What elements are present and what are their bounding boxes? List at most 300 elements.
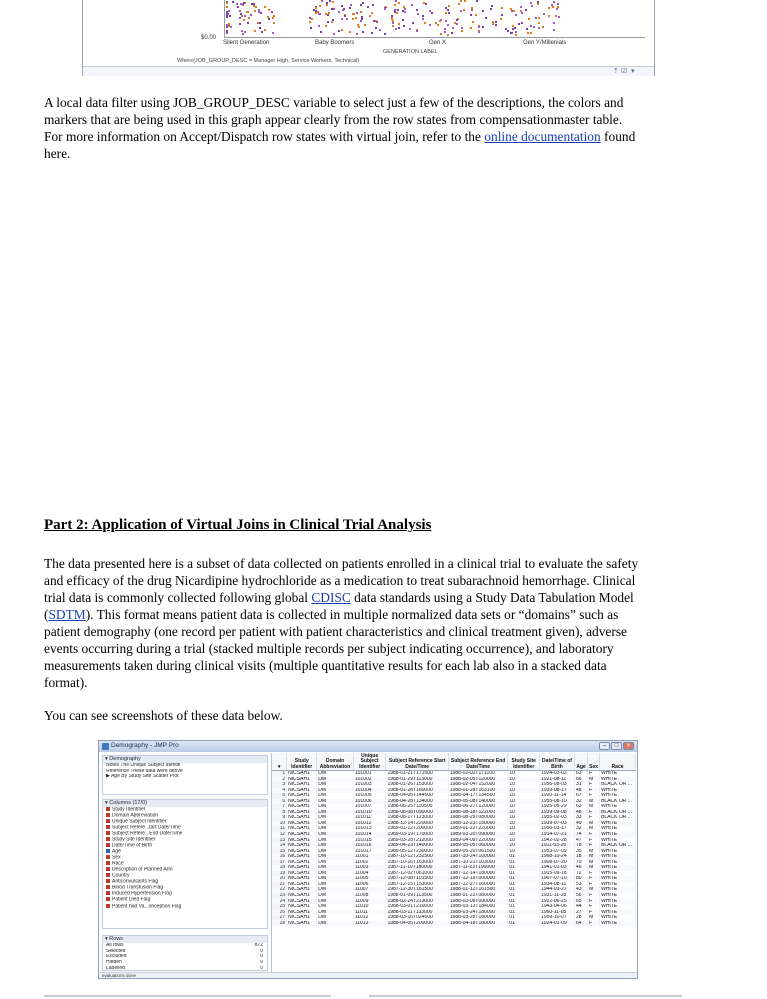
chart-fragment <box>82 0 655 76</box>
table-cell: F <box>588 876 600 882</box>
text-line: The data presented here is a subset of data collected on patients enrolled in a clinical trial to evaluate the safety <box>44 556 639 571</box>
table-cell: 35 <box>574 849 587 855</box>
table-cell: 10 <box>508 793 540 799</box>
table-cell: WHITE <box>600 826 636 832</box>
row-number[interactable]: 25 <box>272 904 287 910</box>
category-silent-generation: Silent Generation <box>223 40 270 46</box>
scatter-point <box>338 30 340 32</box>
table-cell: 63 <box>574 804 587 810</box>
scatter-point <box>230 26 232 28</box>
nominal-column-icon <box>106 885 110 889</box>
scatter-point <box>247 22 249 24</box>
scatter-point <box>478 31 480 33</box>
scatter-point <box>242 4 244 6</box>
row-number[interactable]: 5 <box>272 793 287 799</box>
table-cell: 1988-01-09T113500 <box>386 893 448 899</box>
table-cell: 01 <box>508 893 540 899</box>
paragraph-clinical-trial <box>44 555 724 691</box>
scatter-point <box>444 31 446 33</box>
scatter-point <box>501 7 503 9</box>
table-cell: 1988-08-08T090000 <box>386 810 448 816</box>
table-cell: 64 <box>574 921 587 927</box>
window-title: Demography - JMP Pro <box>111 742 179 749</box>
column-header[interactable]: Sex <box>588 753 600 771</box>
column-name: Description of Planned Arm <box>112 867 173 873</box>
scatter-point <box>394 4 396 6</box>
scatter-point <box>456 23 458 25</box>
table-cell: NICSAH1 <box>287 882 317 888</box>
table-cell: 1988-03-16T024500 <box>386 915 448 921</box>
table-cell: DM <box>317 871 354 877</box>
maximize-button[interactable]: □ <box>611 742 622 750</box>
column-name: Study Site Identifier <box>112 837 156 843</box>
table-cell: F <box>588 810 600 816</box>
table-cell: 101001 <box>353 771 386 777</box>
scatter-point <box>371 12 373 14</box>
row-number[interactable]: 9 <box>272 815 287 821</box>
table-cell: 1988-06-27T120000 <box>448 804 508 810</box>
row-number[interactable]: 12 <box>272 832 287 838</box>
scatter-point <box>458 3 460 5</box>
table-cell: NICSAH1 <box>287 854 317 860</box>
table-cell: DM <box>317 860 354 866</box>
table-cell: F <box>588 832 600 838</box>
columns-panel-header[interactable]: ▾ Columns (17/0) <box>103 800 267 807</box>
row-number[interactable]: 10 <box>272 821 287 827</box>
table-cell: 1988-02-05T120000 <box>448 777 508 783</box>
row-number[interactable]: 7 <box>272 804 287 810</box>
table-cell: 1989-05-20T061500 <box>448 849 508 855</box>
row-state-label: Labelled <box>106 965 125 971</box>
row-number-header[interactable]: ▾ <box>272 753 287 771</box>
scatter-point <box>268 18 270 20</box>
text-line <box>44 606 724 623</box>
column-name: Country <box>112 873 130 879</box>
scatter-point <box>437 24 439 26</box>
table-cell: 11012 <box>353 915 386 921</box>
scatter-point <box>241 15 243 17</box>
table-cell: NICSAH1 <box>287 921 317 927</box>
scatter-point <box>367 6 369 8</box>
nominal-column-icon <box>106 819 110 823</box>
row-number[interactable]: 15 <box>272 849 287 855</box>
column-header[interactable]: Race <box>600 753 636 771</box>
row-number[interactable]: 3 <box>272 782 287 788</box>
table-cell: 1944-03-27 <box>540 887 575 893</box>
row-state-label: All rows <box>106 943 124 948</box>
text-span: ( <box>44 607 49 622</box>
jmp-app-icon <box>102 743 109 750</box>
table-cell: DM <box>317 865 354 871</box>
table-cell: 33 <box>574 815 587 821</box>
scatter-point <box>226 31 228 33</box>
scatter-point <box>272 32 274 34</box>
table-cell: 1953-07-09 <box>540 849 575 855</box>
table-cell: NICSAH1 <box>287 860 317 866</box>
scatter-point <box>520 6 522 8</box>
scatter-point <box>333 8 335 10</box>
scatter-point <box>460 10 462 12</box>
scatter-point <box>558 16 560 18</box>
table-cell: 01 <box>508 871 540 877</box>
scatter-point <box>268 9 270 11</box>
table-cell: 10 <box>508 782 540 788</box>
table-cell: 11006 <box>353 882 386 888</box>
scatter-point <box>553 22 555 24</box>
scatter-point <box>397 9 399 11</box>
text-line: measurements taken during clinical visits (multiple quantitative results for each lab also in a stacked data <box>44 658 607 673</box>
table-cell: F <box>588 788 600 794</box>
columns-panel <box>102 799 268 929</box>
table-cell: DM <box>317 799 354 805</box>
column-name: Anticonvulsants Flag <box>112 879 159 885</box>
table-cell: 1987-10-21T103000 <box>448 860 508 866</box>
table-cell: 1988-01-26T153000 <box>386 782 448 788</box>
dropdown-icon[interactable]: ▾ <box>631 67 635 75</box>
scatter-point <box>319 5 321 7</box>
bottom-divider <box>44 995 331 997</box>
scatter-point <box>416 9 418 11</box>
column-header[interactable]: Date/Time of Birth <box>540 753 575 771</box>
table-cell: 1922-06-25 <box>540 899 575 905</box>
table-cell: 01 <box>508 904 540 910</box>
nominal-column-icon <box>106 813 110 817</box>
table-cell: NICSAH1 <box>287 826 317 832</box>
table-cell: 1941-01-03 <box>540 865 575 871</box>
table-cell: 01 <box>508 910 540 916</box>
scatter-point <box>261 31 263 33</box>
table-cell: 46 <box>574 865 587 871</box>
table-cell: 1988-12-23T150000 <box>448 821 508 827</box>
table-cell: 32 <box>574 826 587 832</box>
row-number[interactable]: 4 <box>272 788 287 794</box>
table-cell: BLACK OR ... <box>600 815 636 821</box>
chart-footer-bar <box>83 66 654 76</box>
nominal-column-icon <box>106 861 110 865</box>
row-number[interactable]: 11 <box>272 826 287 832</box>
scatter-point <box>360 20 362 22</box>
column-item[interactable] <box>103 904 267 910</box>
checkbox-icon[interactable]: ☑ <box>621 67 628 75</box>
table-cell: 10 <box>508 843 540 849</box>
table-cell: DM <box>317 804 354 810</box>
row-state-label: Hidden <box>106 960 122 966</box>
text-span: trial data is commonly collected following global <box>44 590 312 605</box>
table-cell: WHITE <box>600 788 636 794</box>
table-cell: 101017 <box>353 849 386 855</box>
column-name: Study Identifier <box>112 807 146 813</box>
row-number[interactable]: 19 <box>272 871 287 877</box>
row-number[interactable]: 27 <box>272 915 287 921</box>
table-cell: 01 <box>508 865 540 871</box>
scatter-point <box>528 18 530 20</box>
scatter-point <box>271 11 273 13</box>
table-cell: WHITE <box>600 838 636 844</box>
table-cell: 1988-06-25T110500 <box>386 804 448 810</box>
table-cell: 1939-09-08 <box>540 810 575 816</box>
scatter-point <box>500 18 502 20</box>
table-cell: 1988-03-09T090000 <box>448 899 508 905</box>
scatter-point <box>260 12 262 14</box>
row-number[interactable]: 20 <box>272 876 287 882</box>
rows-list <box>103 943 267 972</box>
table-cell: F <box>588 910 600 916</box>
column-header[interactable]: Study Site Identifier <box>508 753 540 771</box>
scatter-point <box>226 26 228 28</box>
scatter-point <box>429 10 431 12</box>
table-cell: DM <box>317 876 354 882</box>
scatter-point <box>538 22 540 24</box>
scatter-point <box>431 12 433 14</box>
scatter-point <box>349 31 351 33</box>
table-cell: M <box>588 887 600 893</box>
table-cell: 01 <box>508 921 540 927</box>
scatter-point <box>521 22 523 24</box>
scatter-point <box>510 32 512 34</box>
column-header[interactable]: Domain Abbreviation <box>317 753 354 771</box>
scatter-point <box>416 30 418 32</box>
row-number[interactable]: 22 <box>272 887 287 893</box>
row-number[interactable]: 2 <box>272 777 287 783</box>
table-cell: 1956-03-17 <box>540 826 575 832</box>
scatter-point <box>237 6 239 8</box>
table-cell: 1960-11-05 <box>540 910 575 916</box>
scatter-point <box>447 34 449 36</box>
scatter-point <box>395 28 397 30</box>
scatter-point <box>332 19 334 21</box>
scatter-point <box>346 18 348 20</box>
table-cell: 01 <box>508 887 540 893</box>
row-number[interactable]: 14 <box>272 843 287 849</box>
scatter-point <box>472 21 474 23</box>
sdtm-link[interactable]: SDTM <box>48 607 86 622</box>
scatter-point <box>242 33 244 35</box>
row-number[interactable]: 18 <box>272 865 287 871</box>
nominal-column-icon <box>106 904 110 908</box>
scatter-point <box>244 15 246 17</box>
table-cell: 1988-04-05T200000 <box>386 921 448 927</box>
table-cell: 1987-12-19T000000 <box>448 876 508 882</box>
table-cell: WHITE <box>600 854 636 860</box>
scatter-point <box>394 11 396 13</box>
table-cell: 10 <box>508 832 540 838</box>
table-cell: F <box>588 815 600 821</box>
scatter-point <box>440 33 442 35</box>
table-cell: 11007 <box>353 887 386 893</box>
table-cell: 10 <box>508 821 540 827</box>
table-cell: NICSAH1 <box>287 887 317 893</box>
data-grid <box>272 753 636 973</box>
online-documentation-link[interactable]: online documentation <box>484 129 601 144</box>
scatter-point <box>384 33 386 35</box>
column-name: Patient Died Flag <box>112 897 151 903</box>
table-cell: 1988-08-17T123000 <box>386 815 448 821</box>
row-number[interactable]: 6 <box>272 799 287 805</box>
table-cell: NICSAH1 <box>287 788 317 794</box>
table-cell: 01 <box>508 882 540 888</box>
scatter-point <box>319 13 321 15</box>
scatter-point <box>404 11 406 13</box>
table-cell: 01 <box>508 854 540 860</box>
scatter-point <box>240 13 242 15</box>
table-script[interactable] <box>103 774 267 780</box>
table-cell: 80 <box>574 876 587 882</box>
table-cell: 10 <box>508 826 540 832</box>
table-cell: 1988-04-18T180000 <box>448 921 508 927</box>
column-name: Race <box>112 861 124 867</box>
table-cell: 1987-11-10T180000 <box>386 865 448 871</box>
table-body <box>272 771 636 927</box>
row-number[interactable]: 26 <box>272 910 287 916</box>
up-arrow-icon[interactable]: ⇡ <box>613 67 619 75</box>
scatter-point <box>352 18 354 20</box>
scatter-point <box>398 2 400 4</box>
minimize-button[interactable]: – <box>599 742 610 750</box>
table-cell: DM <box>317 882 354 888</box>
table-cell: WHITE <box>600 921 636 927</box>
nominal-column-icon <box>106 867 110 871</box>
table-cell: 1988-03-28T180000 <box>448 915 508 921</box>
scatter-point <box>403 6 405 8</box>
scatter-point <box>538 27 540 29</box>
table-cell: 11013 <box>353 921 386 927</box>
row-state-count: 0 <box>260 948 263 954</box>
scatter-point <box>439 20 441 22</box>
row-number[interactable]: 23 <box>272 893 287 899</box>
table-cell: 1931-11-28 <box>540 893 575 899</box>
text-span: data standards using a Study Data Tabulation Model <box>350 590 634 605</box>
table-cell: 10 <box>508 799 540 805</box>
column-header[interactable]: Study Identifier <box>287 753 317 771</box>
rows-panel-header[interactable]: ▾ Rows <box>103 936 267 943</box>
row-number[interactable]: 21 <box>272 882 287 888</box>
scatter-point <box>478 26 480 28</box>
scatter-point <box>530 2 532 4</box>
table-cell: 10 <box>508 777 540 783</box>
column-header[interactable]: Age <box>574 753 587 771</box>
row-number[interactable]: 16 <box>272 854 287 860</box>
table-cell: F <box>588 921 600 927</box>
table-cell: WHITE <box>600 771 636 777</box>
text-line: markers that are being used in this graph appear clearly from the row states from compensationmaster table. <box>44 112 623 127</box>
scatter-point <box>229 15 231 17</box>
table-cell: 11011 <box>353 910 386 916</box>
text-line <box>44 128 724 145</box>
table-cell: DM <box>317 810 354 816</box>
scatter-point <box>264 6 266 8</box>
columns-list <box>103 807 267 910</box>
row-state-count: 0 <box>260 965 263 971</box>
row-number[interactable]: 17 <box>272 860 287 866</box>
close-button[interactable]: × <box>623 742 634 750</box>
table-row[interactable] <box>272 921 636 927</box>
scatter-point <box>273 22 275 24</box>
scatter-point <box>392 25 394 27</box>
table-cell: M <box>588 860 600 866</box>
table-cell: F <box>588 871 600 877</box>
table-cell: 1988-01-28T163100 <box>448 788 508 794</box>
scatter-point <box>338 11 340 13</box>
scatter-point <box>257 22 259 24</box>
table-cell: M <box>588 865 600 871</box>
table-cell: 63 <box>574 771 587 777</box>
text-span: ). This format means patient data is collected in multiple normalized data sets or “domains” such as <box>85 607 619 622</box>
scatter-point <box>452 27 454 29</box>
table-cell: 11003 <box>353 865 386 871</box>
cdisc-link[interactable]: CDISC <box>311 590 351 605</box>
table-cell: 01 <box>508 860 540 866</box>
paragraph-local-data-filter <box>44 94 724 162</box>
column-name: Blood Transfusion Flag <box>112 885 164 891</box>
row-number[interactable]: 24 <box>272 899 287 905</box>
scatter-point <box>254 10 256 12</box>
table-cell: 44 <box>574 904 587 910</box>
rows-panel <box>102 935 268 971</box>
scatter-point <box>533 26 535 28</box>
scatter-point <box>411 4 413 6</box>
scatter-point <box>482 26 484 28</box>
table-cell: DM <box>317 815 354 821</box>
table-cell: 74 <box>574 832 587 838</box>
scatter-point <box>318 25 320 27</box>
table-cell: 11001 <box>353 854 386 860</box>
scatter-point <box>548 7 550 9</box>
scatter-point <box>331 21 333 23</box>
table-cell: 1988-01-21T171500 <box>386 771 448 777</box>
scatter-point <box>396 12 398 14</box>
table-cell: 1955-02-03 <box>540 815 575 821</box>
table-panel-header[interactable]: ▾ Demography <box>103 756 267 763</box>
scatter-point <box>464 0 466 2</box>
column-header[interactable]: Subject Reference End Date/Time <box>448 753 508 771</box>
scatter-point <box>236 3 238 5</box>
column-header[interactable]: Subject Reference Start Date/Time <box>386 753 448 771</box>
scatter-point <box>447 24 449 26</box>
table-cell: 1921-08-11 <box>540 777 575 783</box>
nominal-column-icon <box>106 855 110 859</box>
table-cell: 1989-01-12T200000 <box>386 826 448 832</box>
table-reference[interactable]: Reference These data were derive <box>106 768 183 774</box>
row-number[interactable]: 8 <box>272 810 287 816</box>
column-name: Date/Time of Birth <box>112 843 153 849</box>
scatter-point <box>526 28 528 30</box>
row-number[interactable]: 28 <box>272 921 287 927</box>
scatter-point <box>313 9 315 11</box>
scatter-point <box>460 0 462 2</box>
column-header[interactable]: Unique Subject Identifier <box>353 753 386 771</box>
table-cell: WHITE <box>600 832 636 838</box>
table-cell: 1988-01-29T113000 <box>386 777 448 783</box>
row-number[interactable]: 13 <box>272 838 287 844</box>
table-cell: M <box>588 826 600 832</box>
table-notes[interactable]: Notes The Unique Subject Identifi <box>106 763 181 768</box>
table-cell: 1988-03-13T184000 <box>448 904 508 910</box>
table-cell: 1911-03-20 <box>540 843 575 849</box>
table-cell: 01 <box>508 876 540 882</box>
row-number[interactable]: 1 <box>272 771 287 777</box>
scatter-point <box>239 23 241 25</box>
scatter-point <box>551 4 553 6</box>
scatter-point <box>510 8 512 10</box>
data-table <box>272 753 636 926</box>
scatter-point <box>371 32 373 34</box>
table-cell: 48 <box>574 810 587 816</box>
scatter-point <box>530 25 532 27</box>
scatter-point <box>331 8 333 10</box>
scatter-point <box>422 15 424 17</box>
table-cell: 10 <box>508 810 540 816</box>
table-cell: DM <box>317 910 354 916</box>
